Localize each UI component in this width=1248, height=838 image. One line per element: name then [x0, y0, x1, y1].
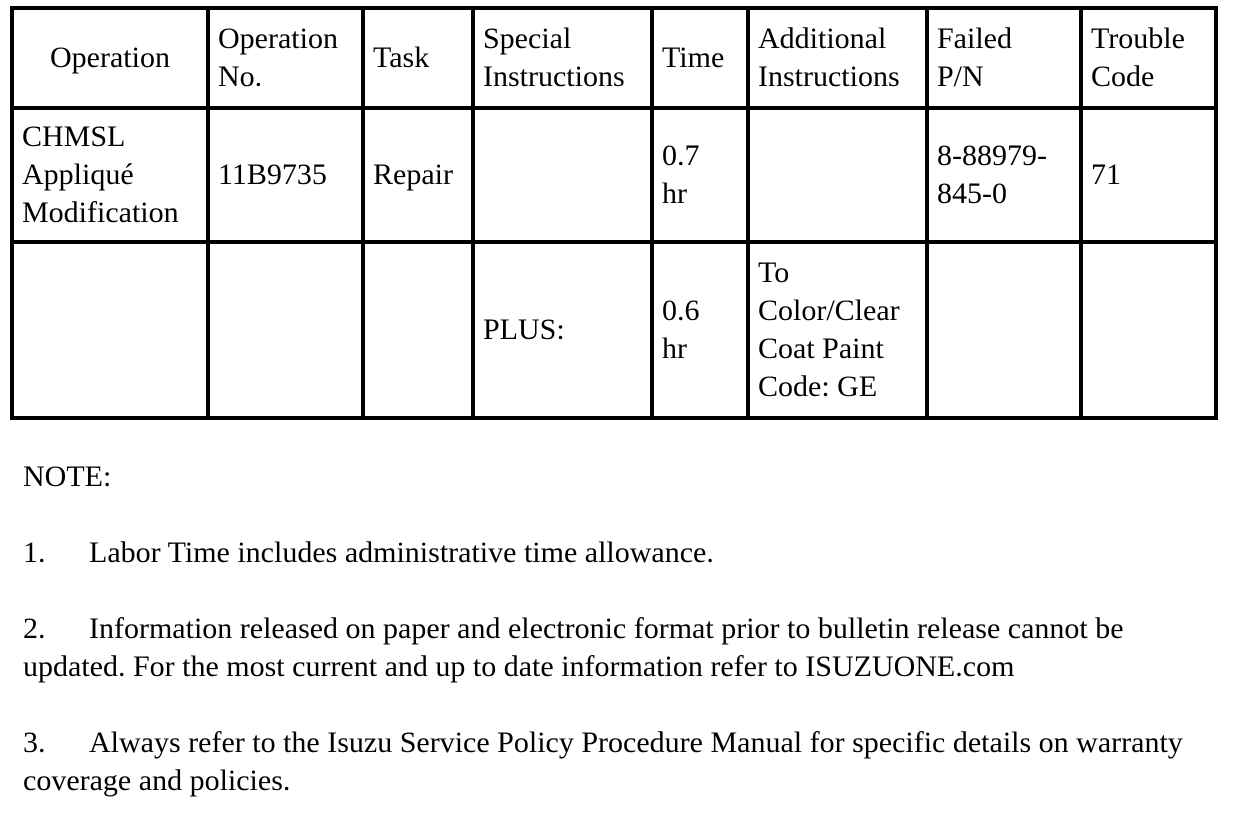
cell-additional-instructions: To Color/Clear Coat Paint Code: GE: [748, 242, 927, 418]
header-operation-no: Operation No.: [208, 8, 363, 108]
note-item: [23, 724, 1218, 800]
cell-operation: CHMSL Appliqué Modification: [12, 108, 208, 242]
table-row: [12, 108, 1216, 242]
cell-operation-no: 11B9735: [208, 108, 363, 242]
cell-time: 0.7 hr: [652, 108, 748, 242]
cell-special-instructions: PLUS:: [473, 242, 652, 418]
cell-failed-pn: 8-88979- 845-0: [927, 108, 1081, 242]
cell-task: [363, 242, 473, 418]
note-text: Labor Time includes administrative time allowance.: [89, 536, 714, 569]
cell-task: Repair: [363, 108, 473, 242]
notes-title: NOTE:: [23, 460, 112, 493]
notes-section: [23, 458, 1218, 838]
cell-operation-no: [208, 242, 363, 418]
table-header-row: [12, 8, 1216, 108]
note-text: Always refer to the Isuzu Service Policy Procedure Manual for specific details on warranty coverage and policies.: [23, 726, 1183, 797]
note-number: 2.: [23, 612, 46, 645]
table-row: [12, 242, 1216, 418]
header-failed-pn: Failed P/N: [927, 8, 1081, 108]
cell-special-instructions: [473, 108, 652, 242]
note-text: Information released on paper and electronic format prior to bulletin release cannot be updated. For the most current and up to date information refer to ISUZUONE.com: [23, 612, 1124, 683]
note-number: 1.: [23, 536, 46, 569]
header-task: Task: [363, 8, 473, 108]
labor-operations-table: [10, 6, 1218, 420]
cell-trouble-code: [1081, 242, 1216, 418]
cell-trouble-code: 71: [1081, 108, 1216, 242]
cell-operation: [12, 242, 208, 418]
cell-failed-pn: [927, 242, 1081, 418]
note-item: [23, 610, 1218, 686]
header-trouble-code: Trouble Code: [1081, 8, 1216, 108]
note-number: 3.: [23, 726, 46, 759]
note-item: [23, 534, 1218, 572]
header-special-instructions: Special Instructions: [473, 8, 652, 108]
header-time: Time: [652, 8, 748, 108]
cell-time: 0.6 hr: [652, 242, 748, 418]
header-additional-instructions: Additional Instructions: [748, 8, 927, 108]
header-operation: Operation: [12, 8, 208, 108]
cell-additional-instructions: [748, 108, 927, 242]
